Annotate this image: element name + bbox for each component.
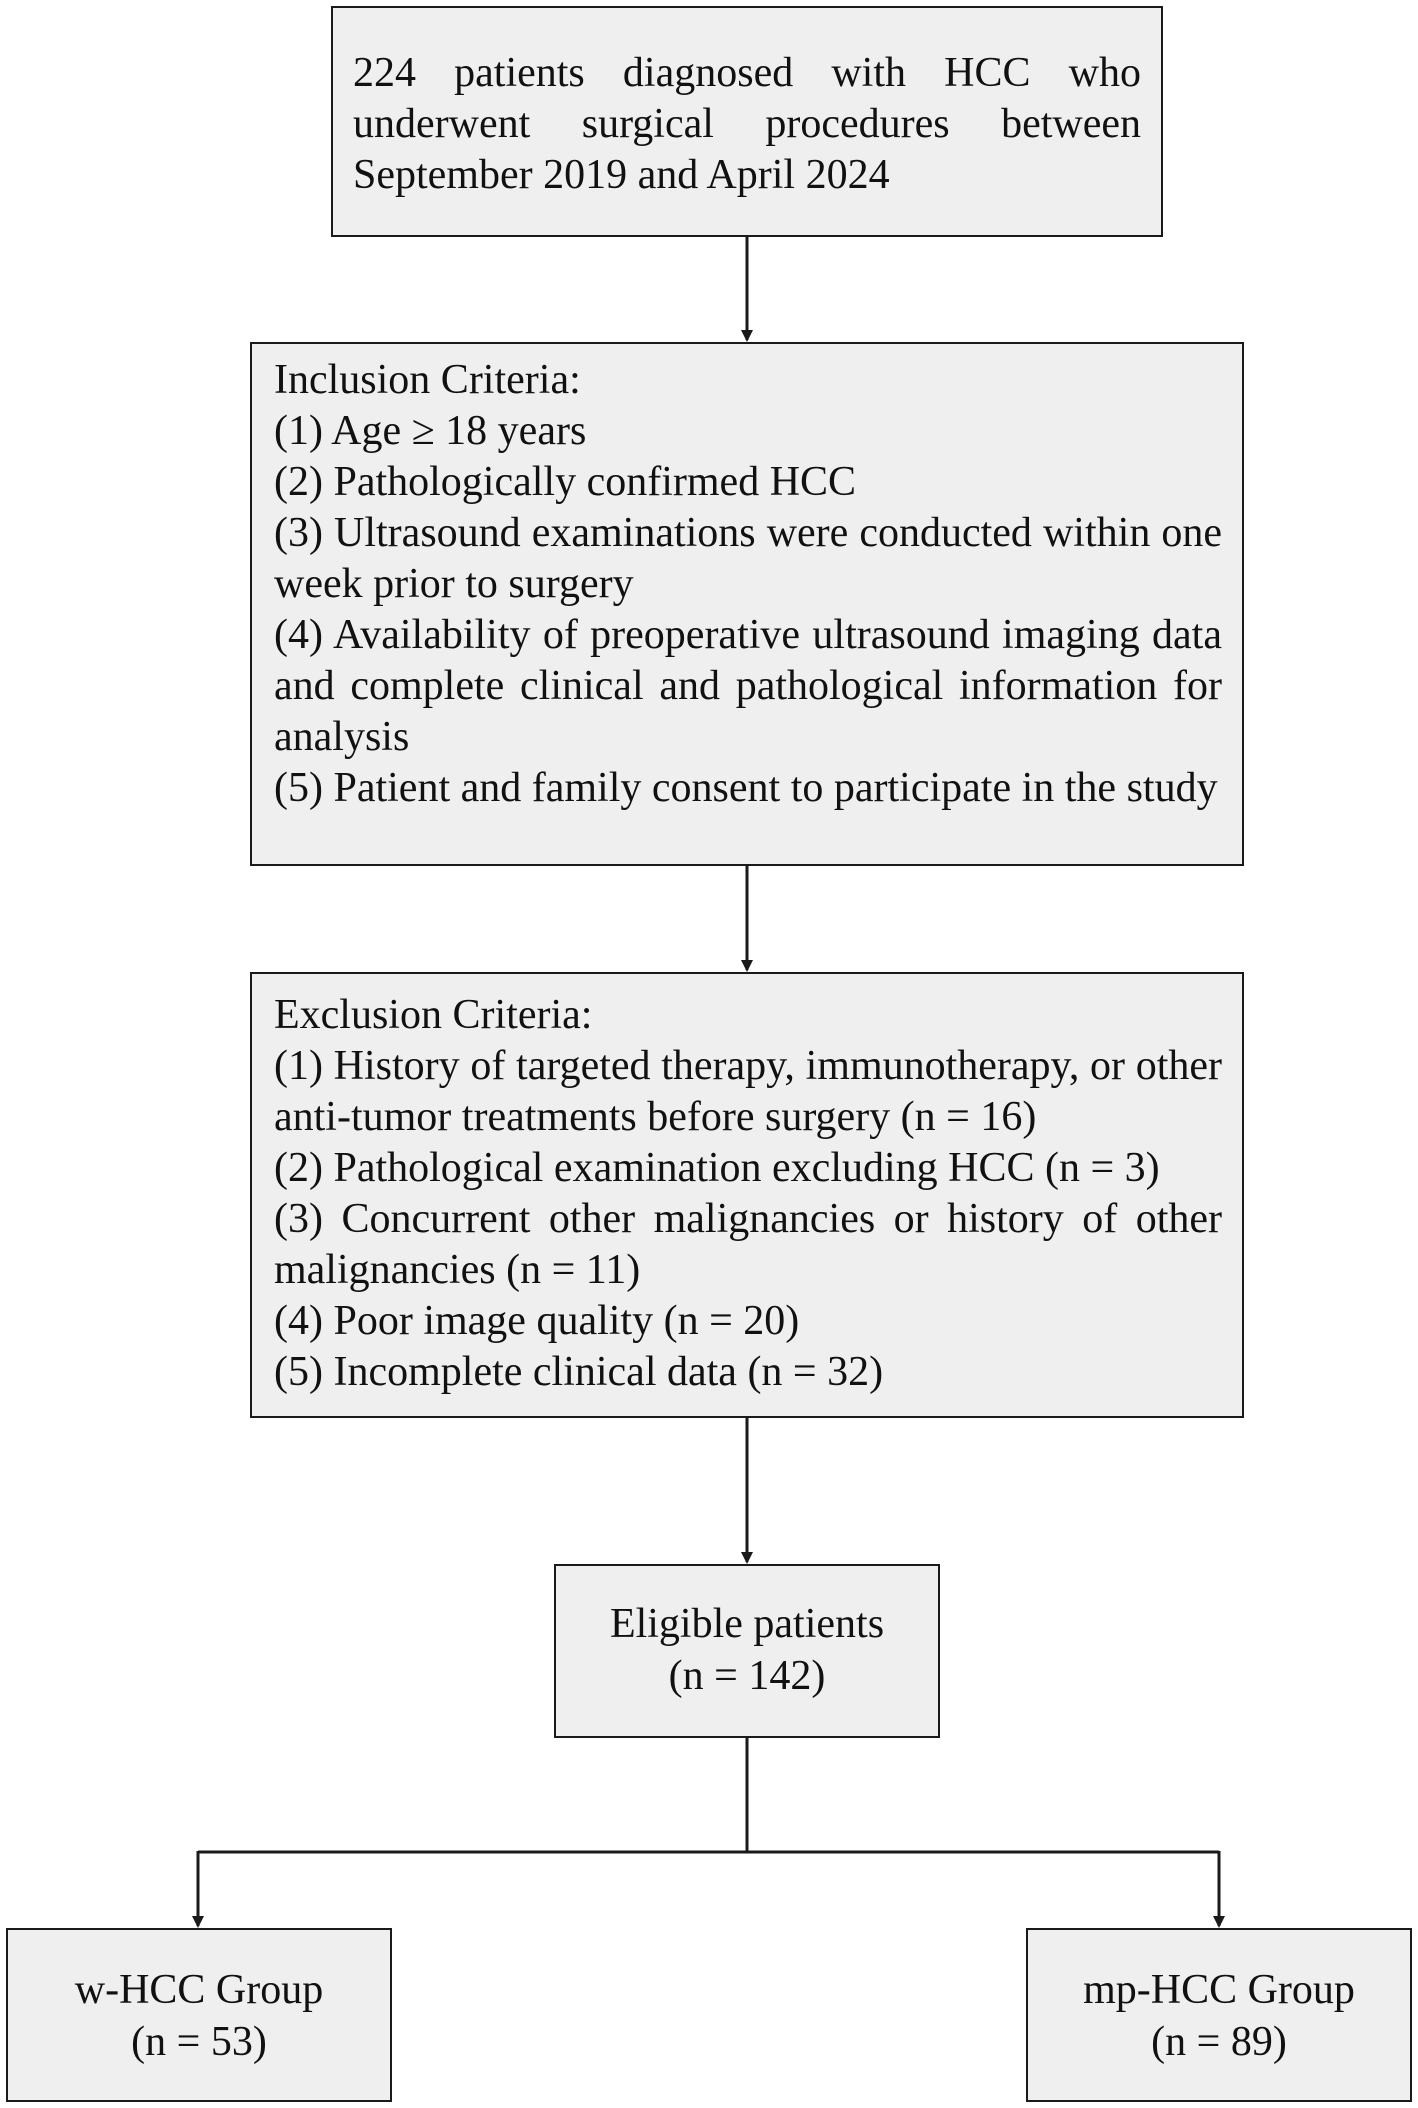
- exclusion-item: (2) Pathological examination excluding HCC (n = 3): [274, 1145, 1160, 1191]
- exclusion-item: (4) Poor image quality (n = 20): [274, 1298, 800, 1344]
- eligible-patients-box: [554, 1564, 940, 1738]
- inclusion-item: (1) Age ≥ 18 years: [274, 408, 587, 454]
- start-text: 224 patients diagnosed with HCC who underwent surgical procedures between September 2019 and April 2024: [353, 50, 1141, 198]
- inclusion-item: (2) Pathologically confirmed HCC: [274, 459, 857, 505]
- exclusion-item: (1) History of targeted therapy, immunotherapy, or other anti-tumor treatments before surgery (n = 16): [274, 1043, 1222, 1140]
- inclusion-title: Inclusion Criteria:: [274, 357, 581, 403]
- w-hcc-group-label: w-HCC Group: [74, 1967, 324, 2013]
- split-connector: [198, 1738, 747, 1852]
- mp-hcc-group-box: [1026, 1928, 1412, 2102]
- w-hcc-group-box: [6, 1928, 392, 2102]
- inclusion-item: (5) Patient and family consent to participate in the study: [274, 765, 1218, 811]
- exclusion-item: (5) Incomplete clinical data (n = 32): [274, 1349, 884, 1395]
- start-box: [331, 6, 1163, 237]
- inclusion-criteria-box: [250, 342, 1244, 866]
- inclusion-item: (4) Availability of preoperative ultrasound imaging data and complete clinical and pathological information for analysis: [274, 612, 1222, 760]
- eligible-label: Eligible patients: [609, 1601, 885, 1647]
- w-hcc-group-count: (n = 53): [131, 2019, 267, 2065]
- exclusion-item: (3) Concurrent other malignancies or history of other malignancies (n = 11): [274, 1196, 1222, 1293]
- mp-hcc-group-label: mp-HCC Group: [1083, 1967, 1355, 2013]
- mp-hcc-group-count: (n = 89): [1151, 2019, 1287, 2065]
- inclusion-item: (3) Ultrasound examinations were conducted within one week prior to surgery: [274, 510, 1222, 607]
- exclusion-criteria-box: [250, 972, 1244, 1418]
- eligible-count: (n = 142): [668, 1653, 826, 1699]
- exclusion-title: Exclusion Criteria:: [274, 992, 593, 1038]
